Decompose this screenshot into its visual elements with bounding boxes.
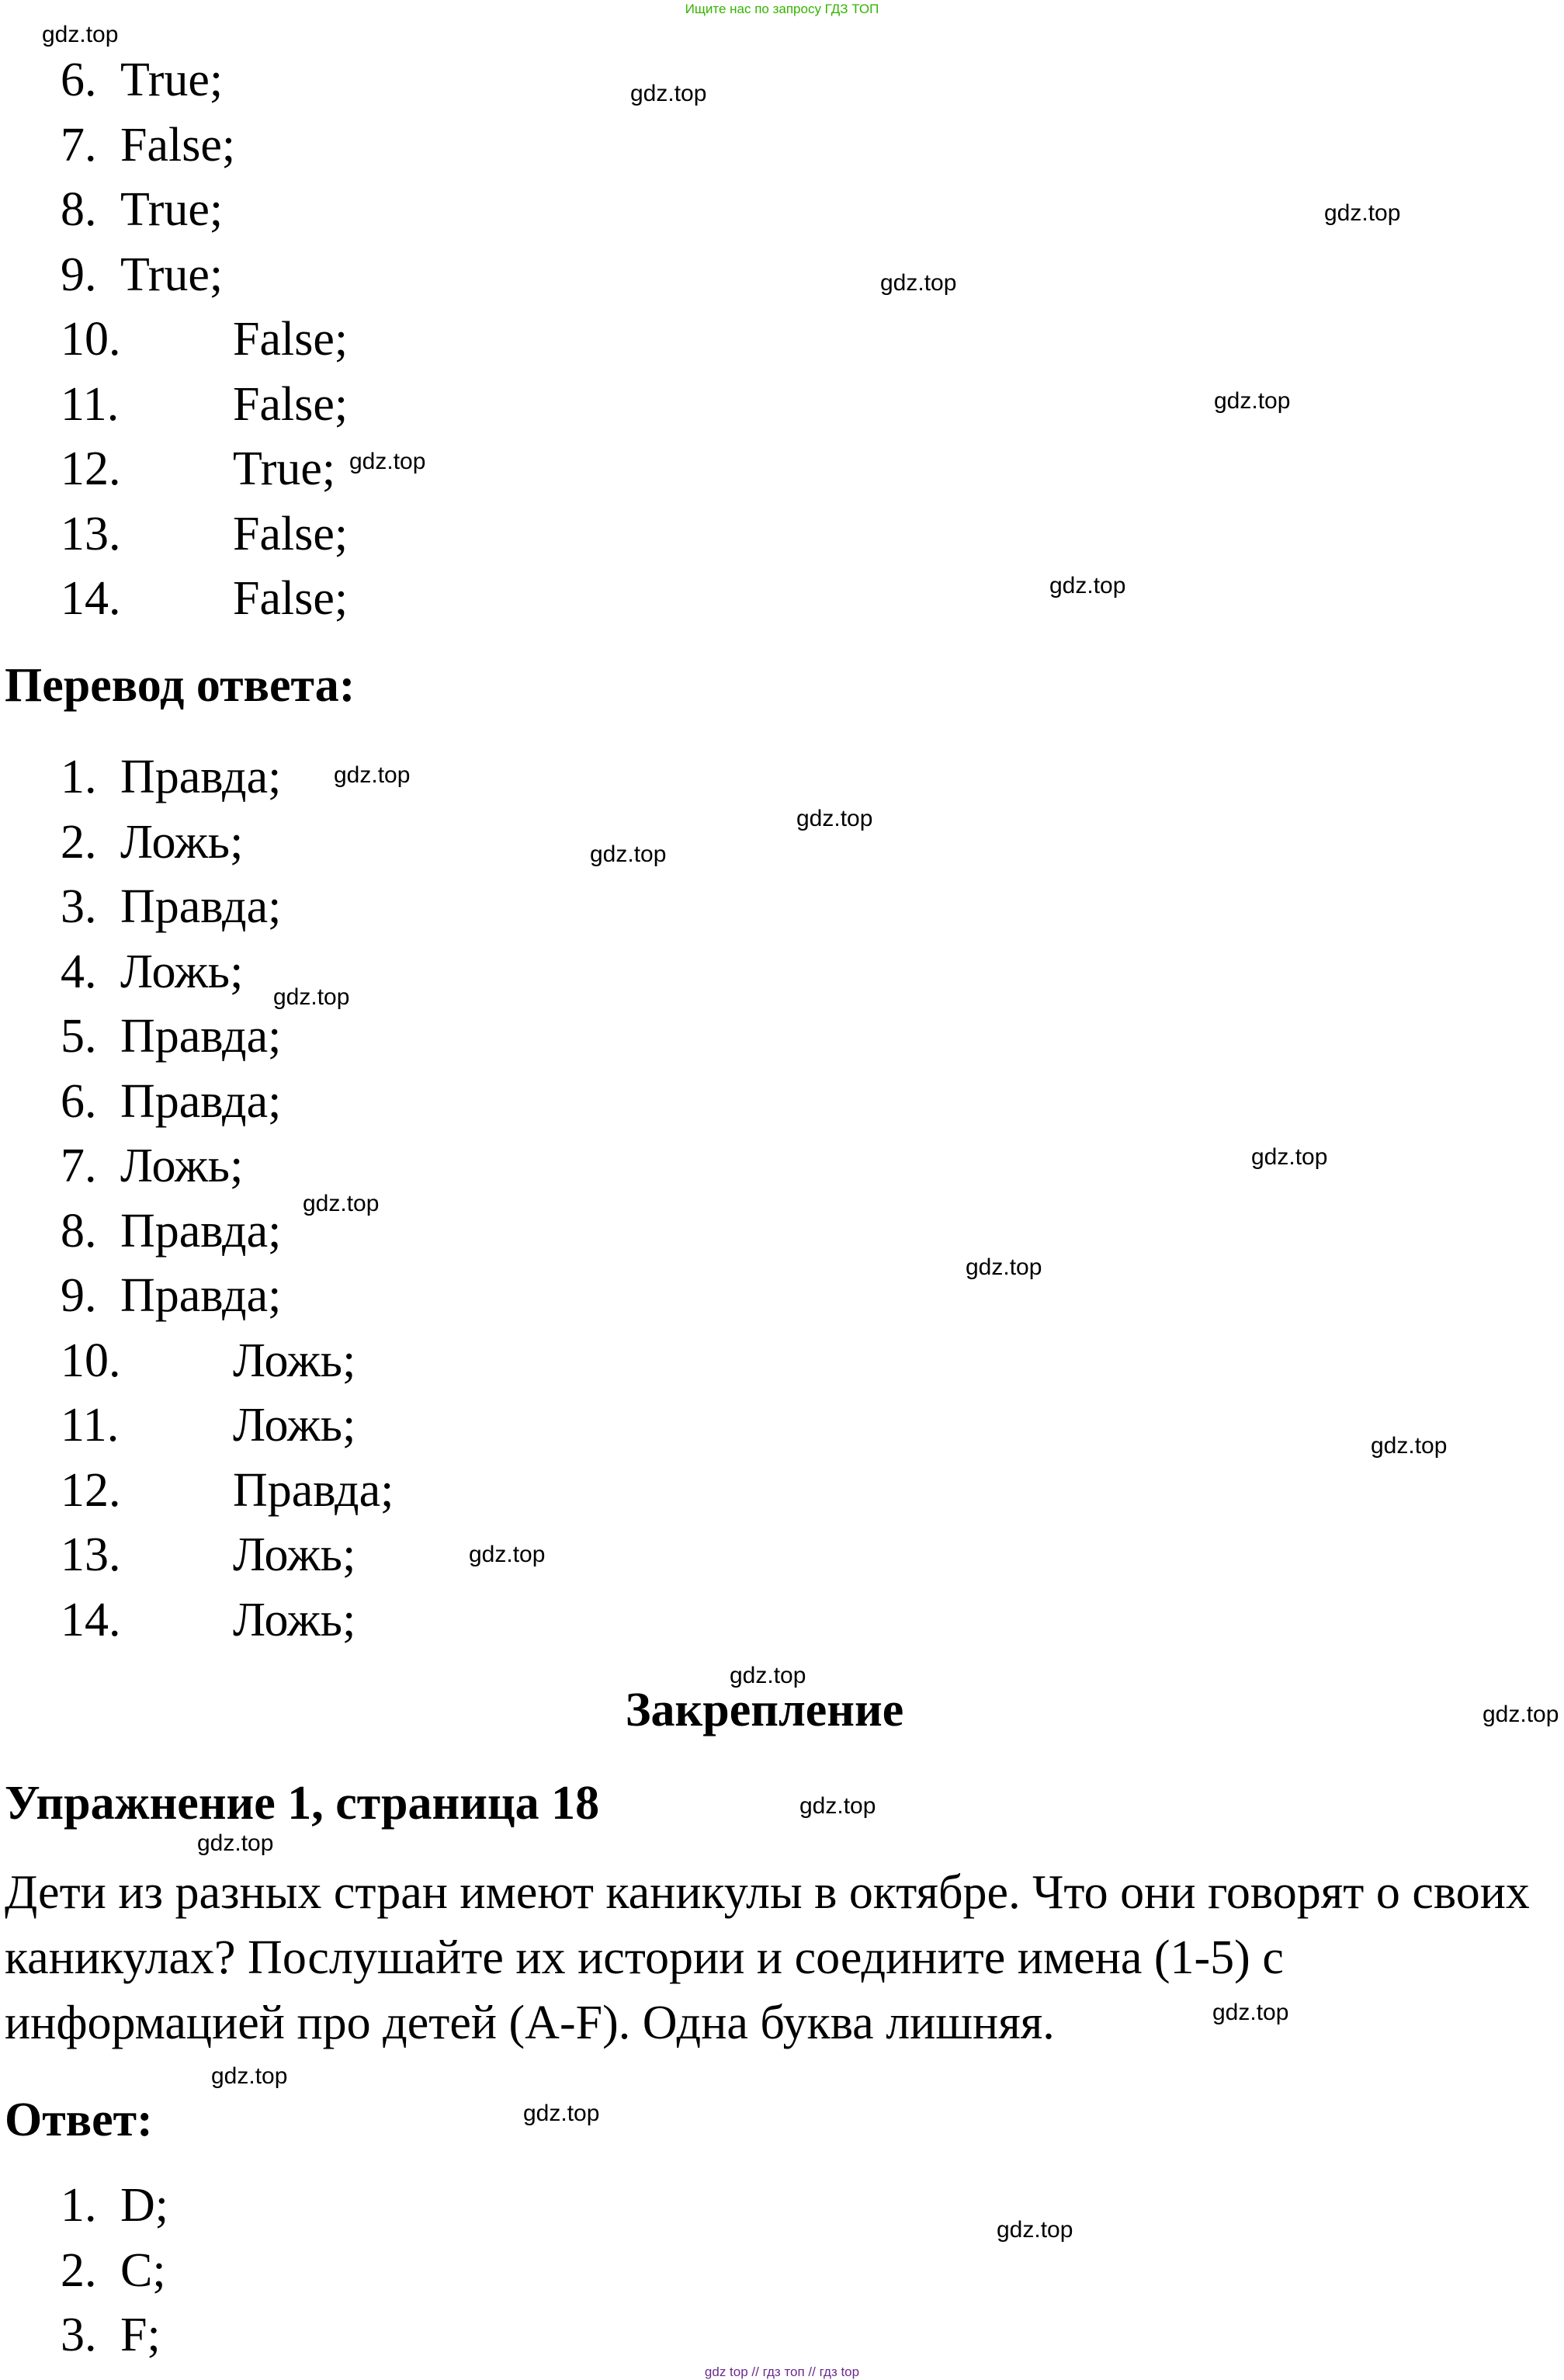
item-text: D; [120,2179,168,2232]
item-text: Ложь; [120,815,244,869]
item-number: 2. [61,815,97,869]
item-text: Ложь; [120,945,244,998]
answer-heading: Ответ: [5,2094,153,2146]
item-text: True; [233,442,336,495]
item-text: C; [120,2243,166,2297]
item-number: 12. [61,442,121,495]
item-number: 14. [61,1593,121,1646]
item-text: True; [120,183,224,236]
item-text: False; [120,118,236,172]
item-text: False; [233,572,349,625]
item-number: 7. [61,118,97,172]
item-number: 12. [61,1463,121,1517]
item-number: 13. [61,507,121,560]
item-text: Ложь; [233,1334,356,1387]
item-text: Ложь; [233,1593,356,1646]
watermark-text: gdz.top [211,2063,288,2089]
watermark-text: gdz.top [796,806,873,831]
watermark-text: gdz.top [1324,200,1401,226]
watermark-text: gdz.top [730,1663,806,1688]
item-text: True; [120,248,224,301]
section-title: Закрепление [625,1684,904,1736]
item-text: Правда; [120,880,282,933]
item-number: 14. [61,572,121,625]
watermark-text: gdz.top [1212,2000,1289,2025]
item-number: 5. [61,1010,97,1063]
item-number: 4. [61,945,97,998]
watermark-text: gdz.top [469,1542,546,1567]
item-text: Ложь; [120,1140,244,1192]
item-text: True; [120,54,224,106]
item-number: 1. [61,2179,97,2232]
item-text: Правда; [120,751,282,803]
watermark-text: gdz.top [1049,573,1126,598]
item-number: 6. [61,54,97,106]
item-number: 10. [61,1334,121,1387]
item-text: False; [233,313,349,366]
item-text: Правда; [120,1074,282,1128]
watermark-text: gdz.top [880,270,957,296]
item-number: 3. [61,880,97,933]
watermark-text: gdz.top [273,984,350,1010]
item-number: 7. [61,1140,97,1192]
item-text: False; [233,507,349,560]
translation-heading: Перевод ответа: [5,659,355,712]
item-number: 10. [61,313,121,366]
item-text: Правда; [120,1269,282,1322]
watermark-text: gdz.top [349,449,426,474]
item-number: 8. [61,183,97,236]
watermark-text: gdz.top [997,2217,1073,2243]
item-number: 3. [61,2309,97,2361]
watermark-text: gdz.top [966,1254,1042,1280]
item-text: Ложь; [233,1399,356,1452]
watermark-text: gdz.top [1251,1144,1328,1170]
watermark-text: gdz.top [197,1830,274,1856]
item-number: 11. [61,1399,120,1452]
watermark-text: gdz.top [1371,1433,1448,1459]
item-text: Правда; [120,1204,282,1258]
item-text: Правда; [233,1463,394,1517]
item-number: 1. [61,751,97,803]
item-number: 2. [61,2243,97,2297]
item-number: 13. [61,1528,121,1581]
watermark-text: gdz.top [303,1191,380,1216]
item-text: False; [233,377,349,431]
top-banner: Ищите нас по запросу ГДЗ ТОП [685,2,879,16]
watermark-text: gdz.top [630,81,707,106]
item-number: 6. [61,1074,97,1128]
exercise-title: Упражнение 1, страница 18 [5,1777,600,1830]
watermark-text: gdz.top [799,1793,876,1819]
item-number: 9. [61,1269,97,1322]
item-number: 11. [61,377,120,431]
watermark-text: gdz.top [523,2101,600,2126]
item-text: Ложь; [233,1528,356,1581]
watermark-text: gdz.top [1214,388,1291,414]
item-text: F; [120,2309,161,2361]
exercise-text: Дети из разных стран имеют каникулы в октябре. Что они говорят о своих каникулах? Послушайте их истории и соедините имена (1-5) с информацией про детей (A-F). Одна буква лишняя. [5,1866,1530,2049]
watermark-text: gdz.top [42,22,119,47]
item-number: 8. [61,1204,97,1258]
item-number: 9. [61,248,97,301]
watermark-text: gdz.top [1483,1702,1559,1727]
watermark-text: gdz.top [334,762,411,788]
watermark-text: gdz.top [590,841,667,867]
item-text: Правда; [120,1010,282,1063]
bottom-banner: gdz top // гдз топ // гдз top [704,2364,860,2379]
